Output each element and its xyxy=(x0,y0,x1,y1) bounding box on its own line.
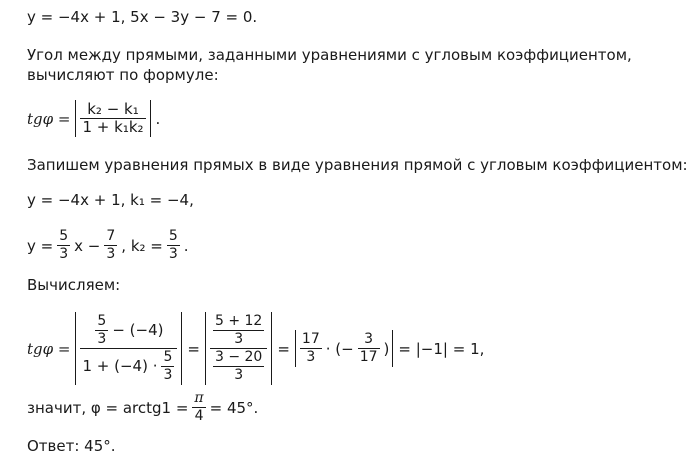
numerator: 3 xyxy=(358,331,380,349)
numerator: 17 xyxy=(301,331,320,347)
denominator xyxy=(210,349,267,384)
denominator: 3 xyxy=(168,246,178,262)
numerator: 5 + 12 xyxy=(214,313,263,329)
line2-slope xyxy=(27,228,189,263)
formula-lhs: tgφ = xyxy=(27,339,71,358)
fraction xyxy=(95,313,108,348)
answer: Ответ: 45°. xyxy=(27,437,116,455)
fraction xyxy=(358,331,380,366)
denominator: 3 xyxy=(306,349,316,365)
numerator: 3 − 20 xyxy=(214,349,263,365)
fraction xyxy=(210,313,267,384)
formula-lhs: tgφ = xyxy=(27,109,71,128)
line1-slope: y = −4x + 1, k₁ = −4, xyxy=(27,191,194,209)
equals: = xyxy=(187,339,200,358)
fraction xyxy=(213,349,264,384)
denominator: 4 xyxy=(194,408,204,424)
abs-value xyxy=(205,312,272,385)
text: − (−4) xyxy=(112,321,164,339)
abs-value xyxy=(75,312,182,385)
denominator: 1 + k₁k₂ xyxy=(82,118,144,136)
denominator: 3 xyxy=(234,367,244,383)
denominator: 3 xyxy=(59,246,69,262)
fraction xyxy=(57,228,70,263)
text: x − xyxy=(74,236,101,255)
text: , k₂ = xyxy=(121,236,163,255)
abs-value xyxy=(295,330,393,367)
numerator: 5 xyxy=(97,313,107,329)
period: . xyxy=(155,109,161,128)
denominator: 3 xyxy=(97,331,107,347)
text: · (− xyxy=(325,339,354,358)
numerator: 5 xyxy=(168,228,178,244)
numerator: 7 xyxy=(106,228,116,244)
text: 1 + (−4) · xyxy=(82,357,158,375)
formula-tg-general xyxy=(27,100,160,137)
angle-result xyxy=(27,390,258,425)
denominator: 3 xyxy=(163,367,173,383)
text: = |−1| = 1, xyxy=(398,339,485,358)
fraction xyxy=(80,313,177,384)
numerator xyxy=(80,313,177,349)
fraction xyxy=(80,101,145,136)
given-equations: y = −4x + 1, 5x − 3y − 7 = 0. xyxy=(27,8,258,26)
formula-tg-computed xyxy=(27,312,484,385)
fraction xyxy=(192,390,205,425)
denominator: 3 xyxy=(106,246,116,262)
fraction xyxy=(300,331,322,366)
denominator xyxy=(80,349,177,384)
numerator: π xyxy=(194,390,204,406)
text: значит, φ = arctg1 = xyxy=(27,398,189,417)
text: . xyxy=(183,236,189,255)
equals: = xyxy=(277,339,290,358)
numerator: k₂ − k₁ xyxy=(80,101,145,119)
denominator: 17 xyxy=(359,349,378,365)
abs-value xyxy=(75,100,150,137)
numerator xyxy=(210,313,267,349)
fraction xyxy=(161,349,174,384)
fraction xyxy=(167,228,180,263)
numerator: 5 xyxy=(163,349,173,365)
text: ) xyxy=(383,339,390,358)
paragraph-rewrite: Запишем уравнения прямых в виде уравнения прямой с угловым коэффициентом: xyxy=(27,156,688,174)
numerator: 5 xyxy=(59,228,69,244)
text: y = xyxy=(27,236,54,255)
text: = 45°. xyxy=(209,398,259,417)
denominator: 3 xyxy=(234,331,244,347)
paragraph-angle-formula-1: Угол между прямыми, заданными уравнениями с угловым коэффициентом, xyxy=(27,46,632,64)
fraction xyxy=(213,313,264,348)
paragraph-compute: Вычисляем: xyxy=(27,276,121,294)
fraction xyxy=(104,228,117,263)
paragraph-angle-formula-2: вычисляют по формуле: xyxy=(27,66,219,84)
